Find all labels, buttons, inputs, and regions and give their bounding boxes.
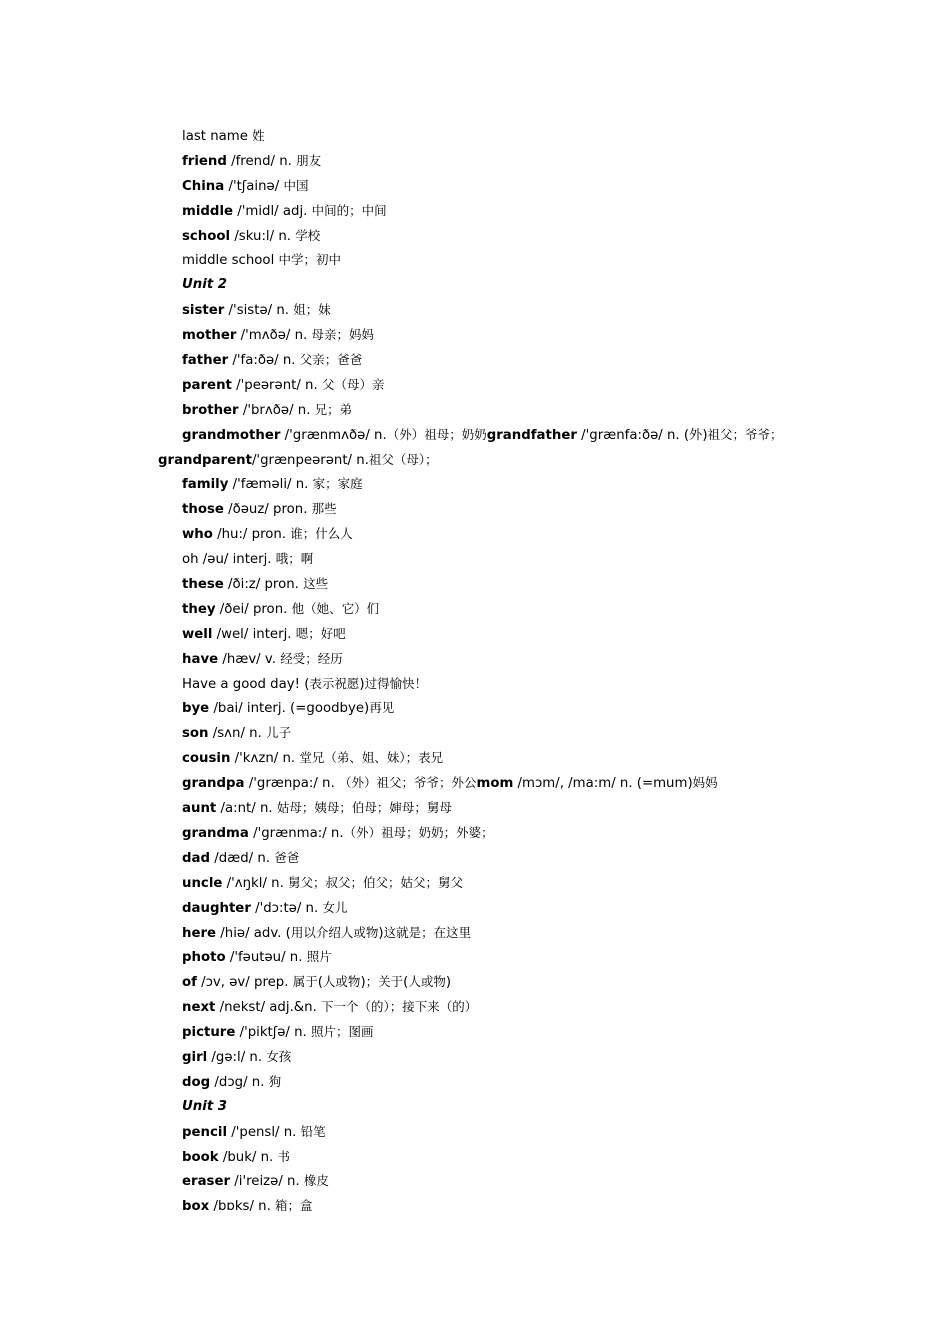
chinese-gloss: 父（母）亲 xyxy=(321,376,385,392)
entry-text: ( xyxy=(403,975,409,991)
chinese-gloss: 过得愉快！ xyxy=(364,675,428,691)
chinese-gloss: 下一个（的）；接下来（的） xyxy=(321,999,478,1015)
vocabulary-list xyxy=(0,124,950,1219)
chinese-gloss: 父亲；爸爸 xyxy=(299,352,363,368)
entry-text: /gə:l/ n. xyxy=(207,1049,267,1065)
vocab-line xyxy=(0,796,950,821)
entry-text: /buk/ n. xyxy=(218,1149,278,1165)
chinese-gloss: （外）祖父；爷爷；外公 xyxy=(338,775,477,791)
vocab-line-continuation xyxy=(0,448,950,473)
entry-text: /'tʃainə/ xyxy=(224,178,284,194)
entry-text: /'fæməli/ n. xyxy=(228,477,313,493)
vocab-line xyxy=(0,1020,950,1045)
chinese-gloss: 舅父；叔父；伯父；姑父；舅父 xyxy=(288,874,464,890)
chinese-gloss: ；关于 xyxy=(365,974,404,990)
entry-text: Have a good day! ( xyxy=(182,676,310,692)
entry-text: /ðəuz/ pron. xyxy=(223,502,312,518)
vocab-line xyxy=(0,970,950,995)
headword: who xyxy=(182,527,213,543)
entry-text: /'grænpeərənt/ n. xyxy=(251,452,369,468)
vocab-line xyxy=(0,423,950,448)
headword: father xyxy=(182,353,229,369)
chinese-gloss: 儿子 xyxy=(266,725,292,741)
vocab-line xyxy=(0,995,950,1020)
entry-text: /'grænma:/ n. xyxy=(248,825,344,841)
headword: uncle xyxy=(182,875,223,891)
vocab-line xyxy=(0,1194,950,1219)
vocab-line xyxy=(0,921,950,946)
entry-text: ) xyxy=(378,925,384,941)
headword: dad xyxy=(182,850,211,866)
chinese-gloss: 女孩 xyxy=(266,1048,292,1064)
vocab-line xyxy=(0,323,950,348)
chinese-gloss: 兄；弟 xyxy=(314,401,353,417)
entry-text: /'fəutəu/ n. xyxy=(225,950,307,966)
vocab-line xyxy=(0,696,950,721)
vocab-line xyxy=(0,348,950,373)
chinese-gloss: 他（她、它）们 xyxy=(291,600,380,616)
vocab-line xyxy=(0,497,950,522)
chinese-gloss: 中间的；中间 xyxy=(311,202,387,218)
entry-text: /bai/ interj. (=goodbye) xyxy=(209,701,370,717)
entry-text: /a:nt/ n. xyxy=(216,801,277,817)
vocab-line xyxy=(0,547,950,572)
vocab-line xyxy=(0,945,950,970)
headword: bye xyxy=(182,701,210,717)
entry-text: /'ʌŋkl/ n. xyxy=(222,875,289,891)
entry-text: /wel/ interj. xyxy=(212,626,296,642)
headword: well xyxy=(182,626,213,642)
chinese-gloss: 箱；盒 xyxy=(275,1198,313,1214)
chinese-gloss: 人或物 xyxy=(322,974,361,990)
entry-text: /'grænpa:/ n. xyxy=(244,776,339,792)
vocab-line xyxy=(0,224,950,249)
entry-text: /sʌn/ n. xyxy=(208,726,267,742)
chinese-gloss: 哦；啊 xyxy=(275,551,314,567)
entry-text: /'dɔ:tə/ n. xyxy=(250,900,323,916)
chinese-gloss: 家；家庭 xyxy=(312,476,363,492)
chinese-gloss: 这就是；在这里 xyxy=(383,924,472,940)
headword: daughter xyxy=(182,900,251,916)
entry-text: /'peərənt/ n. xyxy=(231,377,322,393)
chinese-gloss: 照片；图画 xyxy=(311,1024,374,1040)
headword: have xyxy=(182,651,219,667)
vocab-line xyxy=(0,248,950,273)
chinese-gloss: 谁；什么人 xyxy=(290,526,353,542)
entry-text: /'grænmʌðə/ n. xyxy=(280,427,387,443)
chinese-gloss: 用以介绍人或物 xyxy=(290,924,379,940)
vocab-line xyxy=(0,572,950,597)
chinese-gloss: 姓 xyxy=(252,128,265,143)
chinese-gloss: 照片 xyxy=(306,949,332,965)
chinese-gloss: 祖父（母）； xyxy=(368,451,438,467)
headword: photo xyxy=(182,950,226,966)
chinese-gloss: 表示祝愿 xyxy=(309,675,360,691)
headword: dog xyxy=(182,1074,211,1090)
vocab-line xyxy=(0,522,950,547)
headword: mom xyxy=(476,776,514,792)
headword: grandparent xyxy=(158,452,252,468)
entry-text: ) xyxy=(360,975,366,991)
chinese-gloss: 狗 xyxy=(268,1073,282,1089)
entry-text: oh /əu/ interj. xyxy=(182,552,276,568)
headword: here xyxy=(182,925,217,941)
vocab-line xyxy=(0,1095,950,1120)
headword: of xyxy=(182,975,197,991)
headword: brother xyxy=(182,402,239,418)
vocab-line xyxy=(0,1045,950,1070)
vocab-line xyxy=(0,821,950,846)
headword: friend xyxy=(182,153,227,169)
entry-text: /'midl/ adj. xyxy=(233,203,312,219)
entry-text: last name xyxy=(182,129,253,144)
entry-text: /'pensl/ n. xyxy=(227,1124,301,1140)
headword: grandfather xyxy=(486,427,577,443)
entry-text: /'mʌðə/ n. xyxy=(236,328,312,344)
headword: picture xyxy=(182,1025,236,1041)
headword: aunt xyxy=(182,801,217,817)
vocab-line xyxy=(0,373,950,398)
headword: sister xyxy=(182,303,225,319)
headword: family xyxy=(182,477,229,493)
chinese-gloss: （外）祖母；奶奶；外婆； xyxy=(343,824,494,840)
entry-text: ( xyxy=(317,975,323,991)
chinese-gloss: 人或物 xyxy=(408,974,446,990)
chinese-gloss: 中学；初中 xyxy=(278,252,342,268)
chinese-gloss: 妈妈 xyxy=(692,775,718,791)
chinese-gloss: 这些 xyxy=(303,576,329,592)
entry-text: /dɔg/ n. xyxy=(210,1074,269,1090)
entry-text: /dæd/ n. xyxy=(210,850,275,866)
vocab-line xyxy=(0,398,950,423)
headword: parent xyxy=(182,377,232,393)
entry-text: ) xyxy=(445,975,452,991)
vocab-line xyxy=(0,124,950,149)
chinese-gloss: 姐；妹 xyxy=(293,302,331,318)
headword: mother xyxy=(182,328,237,344)
vocab-line xyxy=(0,298,950,323)
entry-text: /mɔm/, /ma:m/ n. (=mum) xyxy=(513,776,693,792)
chinese-gloss: 经受；经历 xyxy=(280,650,343,666)
headword: grandma xyxy=(182,825,249,841)
entry-text: /'piktʃə/ n. xyxy=(235,1025,312,1041)
headword: these xyxy=(182,577,224,593)
entry-text: /hæv/ v. xyxy=(218,651,281,667)
entry-text: middle school xyxy=(182,253,279,269)
entry-text: /bɒks/ n. xyxy=(209,1199,276,1215)
chinese-gloss: 铅笔 xyxy=(300,1123,326,1139)
chinese-gloss: 朋友 xyxy=(296,152,322,168)
headword: son xyxy=(182,726,209,742)
entry-text: /'fa:ðə/ n. xyxy=(228,353,300,369)
headword: next xyxy=(182,1000,216,1016)
entry-text: /'kʌzn/ n. xyxy=(230,751,300,767)
chinese-gloss: 再见 xyxy=(369,700,395,716)
chinese-gloss: 堂兄（弟、姐、妹）；表兄 xyxy=(299,750,444,766)
vocab-line xyxy=(0,622,950,647)
vocab-line xyxy=(0,846,950,871)
entry-text: /'brʌðə/ n. xyxy=(238,402,315,418)
headword: middle xyxy=(182,203,234,219)
vocab-line xyxy=(0,1120,950,1145)
headword: they xyxy=(182,601,216,617)
vocab-line xyxy=(0,199,950,224)
chinese-gloss: 祖父；爷爷； xyxy=(707,426,783,442)
chinese-gloss: 爸爸 xyxy=(274,849,300,865)
headword: grandpa xyxy=(182,776,245,792)
headword: grandmother xyxy=(182,427,281,443)
vocab-line xyxy=(0,273,950,298)
entry-text: /'grænfa:ðə/ n. (外) xyxy=(576,427,708,443)
entry-text: /ði:z/ pron. xyxy=(223,577,304,593)
entry-text: /ðei/ pron. xyxy=(215,601,292,617)
headword: China xyxy=(182,178,225,194)
entry-text: /ɔv, əv/ prep. xyxy=(196,975,293,991)
headword: book xyxy=(182,1149,219,1165)
unit-heading: Unit 3 xyxy=(182,1098,228,1114)
vocab-line xyxy=(0,1145,950,1170)
vocab-line xyxy=(0,472,950,497)
chinese-gloss: 书 xyxy=(277,1148,291,1164)
vocab-line xyxy=(0,721,950,746)
chinese-gloss: 姑母；姨母；伯母；婶母；舅母 xyxy=(276,800,452,816)
headword: box xyxy=(182,1199,210,1215)
vocab-line xyxy=(0,647,950,672)
headword: girl xyxy=(182,1049,208,1065)
vocab-line xyxy=(0,746,950,771)
entry-text: /i'reizə/ n. xyxy=(230,1174,304,1190)
vocab-line xyxy=(0,149,950,174)
entry-text: /'sistə/ n. xyxy=(224,303,294,319)
chinese-gloss: 嗯；好吧 xyxy=(295,625,346,641)
headword: those xyxy=(182,502,224,518)
entry-text: /sku:l/ n. xyxy=(230,228,296,244)
chinese-gloss: 那些 xyxy=(311,501,337,517)
vocab-line xyxy=(0,896,950,921)
headword: school xyxy=(182,228,231,244)
headword: pencil xyxy=(182,1124,228,1140)
entry-text: /hu:/ pron. xyxy=(212,527,291,543)
chinese-gloss: 学校 xyxy=(295,227,321,243)
chinese-gloss: （外）祖母；奶奶 xyxy=(386,426,487,442)
chinese-gloss: 属于 xyxy=(292,974,318,990)
vocab-line xyxy=(0,597,950,622)
vocab-line xyxy=(0,871,950,896)
vocab-line xyxy=(0,672,950,697)
chinese-gloss: 母亲；妈妈 xyxy=(311,327,374,343)
headword: cousin xyxy=(182,751,231,767)
vocab-line xyxy=(0,1070,950,1095)
unit-heading: Unit 2 xyxy=(182,277,228,293)
entry-text: /frend/ n. xyxy=(226,153,297,169)
vocab-line xyxy=(0,174,950,199)
chinese-gloss: 女儿 xyxy=(322,899,348,915)
entry-text: /nekst/ adj.&n. xyxy=(215,1000,322,1016)
entry-text: /hiə/ adv. ( xyxy=(216,925,291,941)
chinese-gloss: 中国 xyxy=(283,177,309,193)
headword: eraser xyxy=(182,1174,231,1190)
entry-text: ) xyxy=(359,676,365,692)
chinese-gloss: 橡皮 xyxy=(303,1173,329,1189)
vocab-line xyxy=(0,1169,950,1194)
vocab-line xyxy=(0,771,950,796)
